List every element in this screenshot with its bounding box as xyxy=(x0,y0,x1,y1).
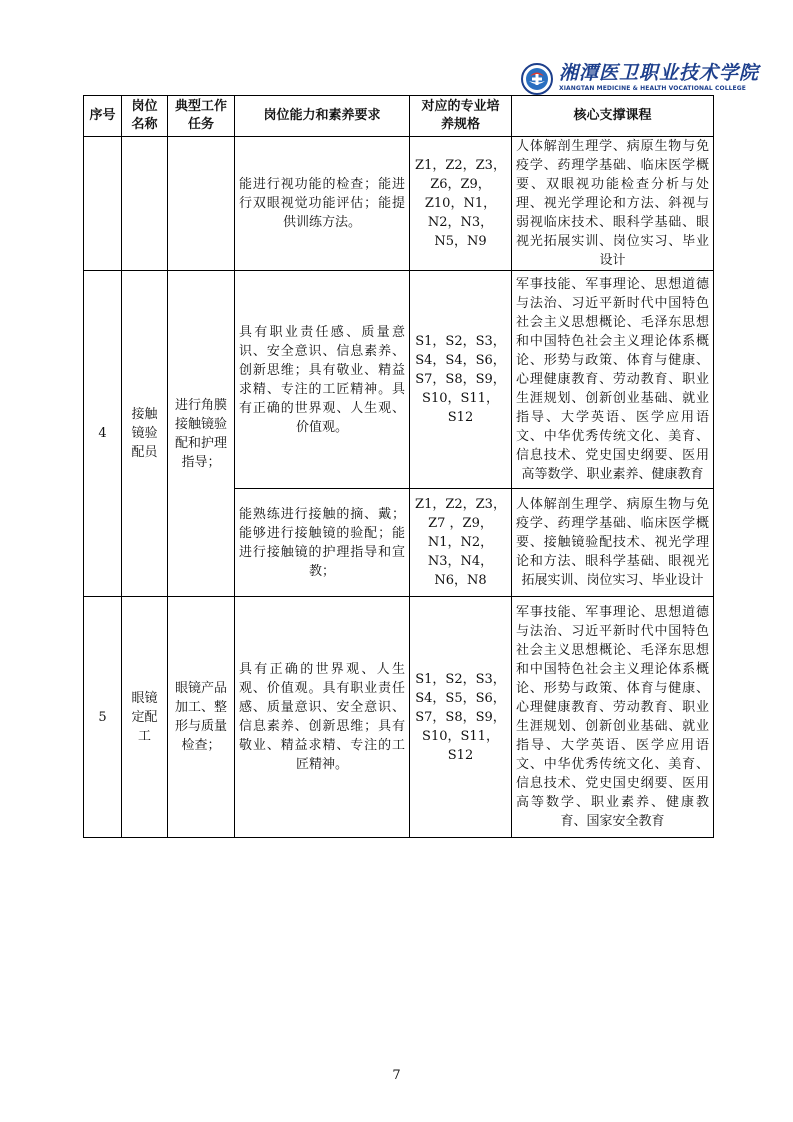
row1-position-cell xyxy=(122,137,168,271)
row2-standards-cell xyxy=(410,271,512,489)
row3-courses-cell xyxy=(512,489,714,597)
column-header-position xyxy=(122,96,168,137)
row4-seq: 5 xyxy=(84,597,122,838)
row1-ability: 能进行视功能的检查；能进行双眼视觉功能评估；能提供训练方法。 xyxy=(239,177,405,230)
row2-courses: 军事技能、军事理论、思想道德与法治、习近平新时代中国特色社会主义思想概论、毛泽东思想和中国特色社会主义理论体系概论、形势与政策、体育与健康、心理健康教育、劳动教育、职业生涯规划、创新创业基础、就业指导、大学英语、医学应用语文、中华优秀传统文化、美育、信息技术、党史国史纲要、医用高等数学、职业素养、健康教育 xyxy=(516,277,709,482)
row4-ability-cell xyxy=(235,597,410,838)
row2-task-cell xyxy=(168,271,235,597)
row3-ability: 能熟练进行接触的摘、戴；能够进行接触镜的验配；能进行接触镜的护理指导和宣教； xyxy=(239,506,405,579)
college-emblem-icon xyxy=(521,63,553,95)
row1-task-cell xyxy=(168,137,235,271)
row2-standards: S1，S2，S3，S4，S4，S6，S7，S8，S9，S10，S11，S12 xyxy=(415,334,506,425)
column-header-position-label: 岗位名称 xyxy=(131,99,158,132)
row2-seq: 4 xyxy=(84,271,122,597)
table-row xyxy=(84,137,714,271)
row1-courses-cell xyxy=(512,137,714,271)
row2-task: 进行角膜接触镜验配和护理指导； xyxy=(174,397,227,470)
column-header-seq: 序号 xyxy=(84,96,122,137)
row4-courses: 军事技能、军事理论、思想道德与法治、习近平新时代中国特色社会主义思想概论、毛泽东思想和中国特色社会主义理论体系概论、形势与政策、体育与健康、心理健康教育、劳动教育、职业生涯规划、创新创业基础、就业指导、大学英语、医学应用语文、中华优秀传统文化、美育、信息技术、党史国史纲要、医用高等数学、职业素养、健康教育、国家安全教育 xyxy=(516,605,709,829)
row3-ability-cell xyxy=(235,489,410,597)
row4-task-cell xyxy=(168,597,235,838)
column-header-standards-label: 对应的专业培养规格 xyxy=(421,99,500,132)
column-header-task-label: 典型工作任务 xyxy=(174,99,227,132)
row2-position: 接触镜验配员 xyxy=(131,407,158,460)
row4-standards: S1，S2，S3，S4，S5，S6，S7，S8，S9，S10，S11，S12 xyxy=(415,671,506,763)
row4-position: 眼镜定配工 xyxy=(131,690,158,744)
school-name-chinese: 湘潭医卫职业技术学院 xyxy=(559,62,760,84)
table-row xyxy=(84,271,714,489)
row3-standards: Z1，Z2，Z3，Z7 ，Z9，N1，N2，N3，N4，N6，N8 xyxy=(415,497,506,588)
table-row xyxy=(84,597,714,838)
table-header-row xyxy=(84,96,714,137)
column-header-task xyxy=(168,96,235,137)
row1-standards-cell xyxy=(410,137,512,271)
row1-courses: 人体解剖生理学、病原生物与免疫学、药理学基础、临床医学概要、双眼视功能检查分析与处理、视光学理论和方法、斜视与弱视临床技术、眼科学基础、眼视光拓展实训、岗位实习、毕业设计 xyxy=(516,139,709,268)
row4-courses-cell xyxy=(512,597,714,838)
row4-ability: 具有正确的世界观、人生观、价值观。具有职业责任感、质量意识、安全意识、信息素养、创新思维；具有敬业、精益求精、专注的工匠精神。 xyxy=(239,662,405,772)
row2-courses-cell xyxy=(512,271,714,489)
row4-position-cell xyxy=(122,597,168,838)
page-number: 7 xyxy=(392,1068,401,1083)
row4-standards-cell xyxy=(410,597,512,838)
row2-ability-cell xyxy=(235,271,410,489)
row3-standards-cell xyxy=(410,489,512,597)
column-header-courses: 核心支撑课程 xyxy=(512,96,714,137)
row1-standards: Z1，Z2，Z3，Z6，Z9，Z10，N1，N2，N3，N5，N9 xyxy=(415,158,506,249)
column-header-standards xyxy=(410,96,512,137)
row2-ability: 具有职业责任感、质量意识、安全意识、信息素养、创新思维；具有敬业、精益求精、专注的工匠精神。具有正确的世界观、人生观、价值观。 xyxy=(239,324,405,435)
row2-position-cell xyxy=(122,271,168,597)
row4-task: 眼镜产品加工、整形与质量检查； xyxy=(174,681,227,753)
job-competency-table xyxy=(83,95,714,838)
college-logo xyxy=(521,61,760,97)
column-header-ability: 岗位能力和素养要求 xyxy=(235,96,410,137)
row1-seq-cell xyxy=(84,137,122,271)
row1-ability-cell xyxy=(235,137,410,271)
row3-courses: 人体解剖生理学、病原生物与免疫学、药理学基础、临床医学概要、接触镜验配技术、视光学理论和方法、眼科学基础、眼视光拓展实训、岗位实习、毕业设计 xyxy=(516,497,709,588)
school-name-english: XIANGTAN MEDICINE & HEALTH VOCATIONAL COLLEGE xyxy=(559,85,746,92)
